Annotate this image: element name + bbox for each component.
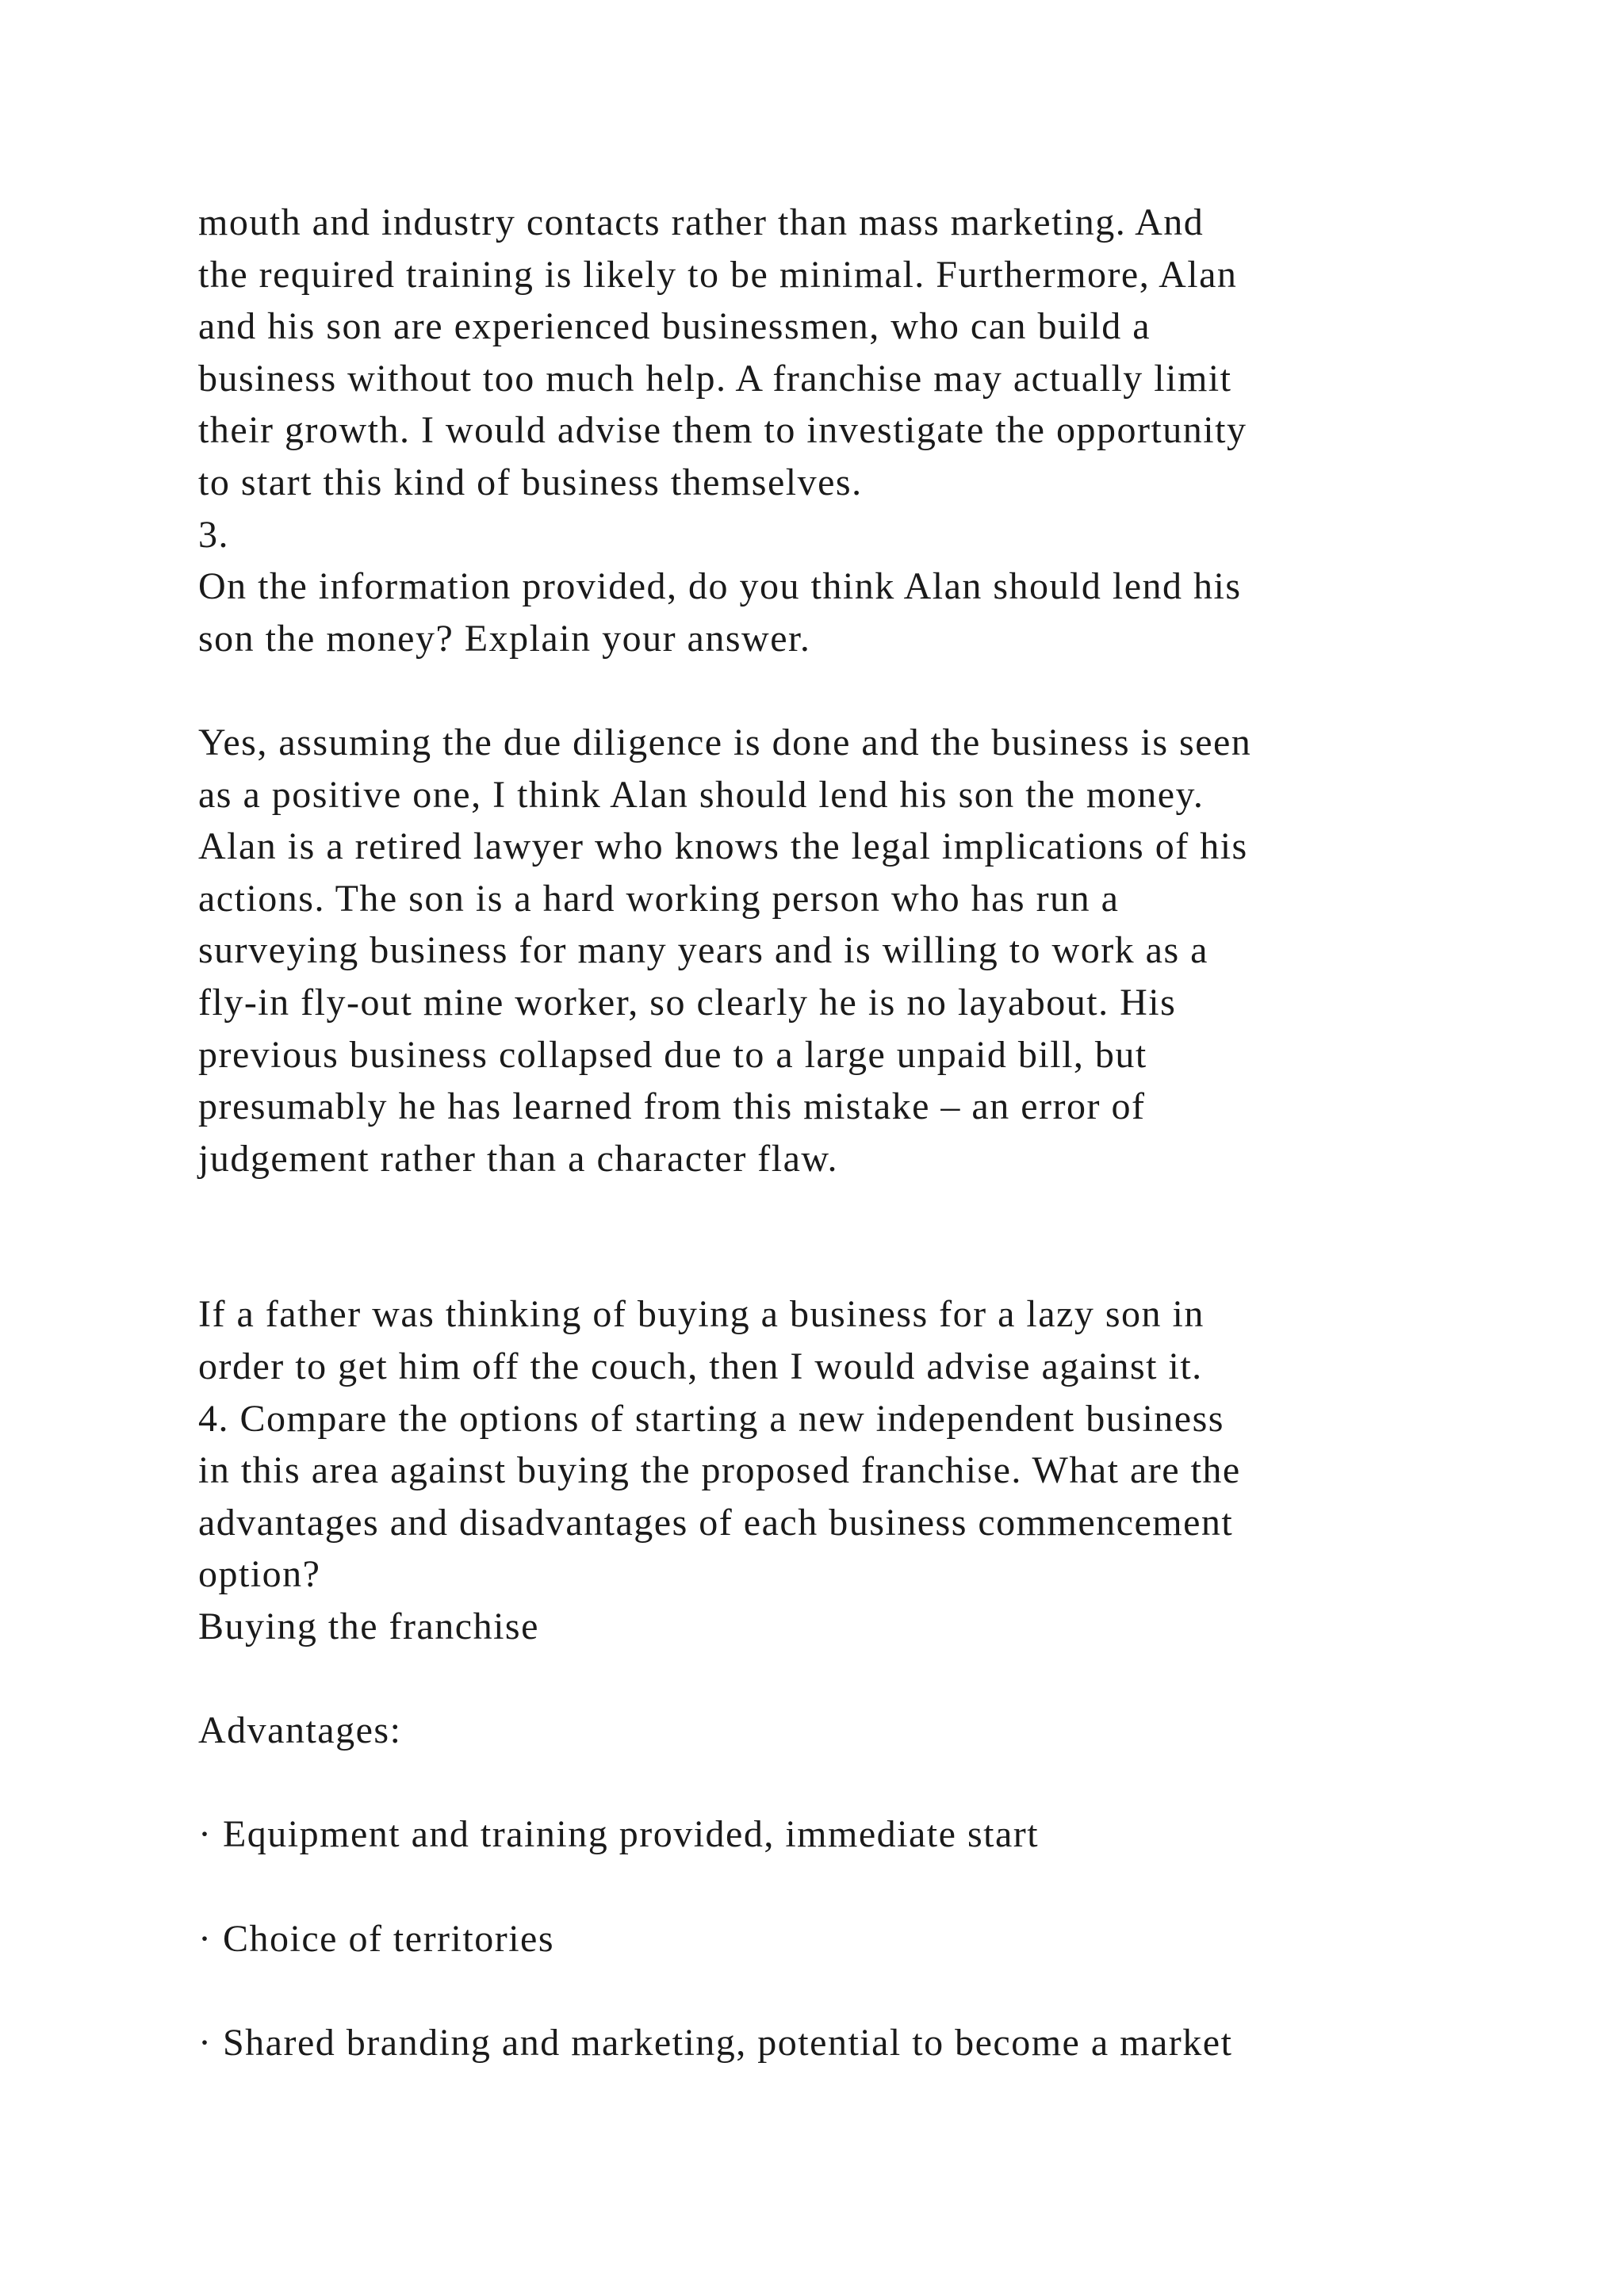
answer-line: Yes, assuming the due diligence is done and the business is seen <box>198 721 1252 763</box>
text-line: their growth. I would advise them to investigate the opportunity <box>198 409 1247 452</box>
answer-line: surveying business for many years and is willing to work as a <box>198 929 1208 972</box>
blank-line <box>198 1653 1546 1705</box>
answer-line: Alan is a retired lawyer who knows the legal implications of his <box>198 825 1248 868</box>
text-line: order to get him off the couch, then I would advise against it. <box>198 1345 1203 1388</box>
subheading-advantages: Advantages: <box>198 1709 402 1752</box>
question-text: On the information provided, do you think Alan should lend his <box>198 565 1242 608</box>
question-text: advantages and disadvantages of each business commencement <box>198 1501 1234 1544</box>
blank-line <box>198 1861 1546 1913</box>
answer-line: fly-in fly-out mine worker, so clearly he is no layabout. His <box>198 981 1177 1024</box>
bullet-item: · Equipment and training provided, immediate start <box>198 1813 1040 1856</box>
question-text: option? <box>198 1553 321 1596</box>
text-line: business without too much help. A franchise may actually limit <box>198 357 1232 400</box>
blank-line <box>198 1237 1546 1289</box>
answer-line: judgement rather than a character flaw. <box>198 1137 838 1180</box>
blank-line <box>198 1965 1546 2017</box>
bullet-item: · Shared branding and marketing, potential to become a market <box>198 2021 1233 2064</box>
question-text: son the money? Explain your answer. <box>198 617 811 660</box>
blank-line <box>198 1757 1546 1809</box>
bullet-item: · Choice of territories <box>198 1917 555 1960</box>
text-line: If a father was thinking of buying a business for a lazy son in <box>198 1293 1205 1336</box>
answer-line: previous business collapsed due to a large unpaid bill, but <box>198 1033 1147 1076</box>
blank-line <box>198 664 1546 717</box>
answer-line: as a positive one, I think Alan should lend his son the money. <box>198 773 1205 816</box>
document-body <box>198 197 1546 2068</box>
question-text: in this area against buying the proposed franchise. What are the <box>198 1449 1241 1492</box>
question-text: 4. Compare the options of starting a new independent business <box>198 1397 1224 1440</box>
text-line: to start this kind of business themselves. <box>198 461 863 503</box>
section-heading: Buying the franchise <box>198 1605 539 1648</box>
answer-line: actions. The son is a hard working person who has run a <box>198 877 1120 920</box>
answer-line: presumably he has learned from this mistake – an error of <box>198 1085 1146 1128</box>
text-line: and his son are experienced businessmen, who can build a <box>198 305 1151 348</box>
text-line: mouth and industry contacts rather than mass marketing. And <box>198 201 1205 243</box>
blank-line <box>198 1184 1546 1237</box>
question-number: 3. <box>198 513 229 556</box>
text-line: the required training is likely to be minimal. Furthermore, Alan <box>198 253 1238 296</box>
